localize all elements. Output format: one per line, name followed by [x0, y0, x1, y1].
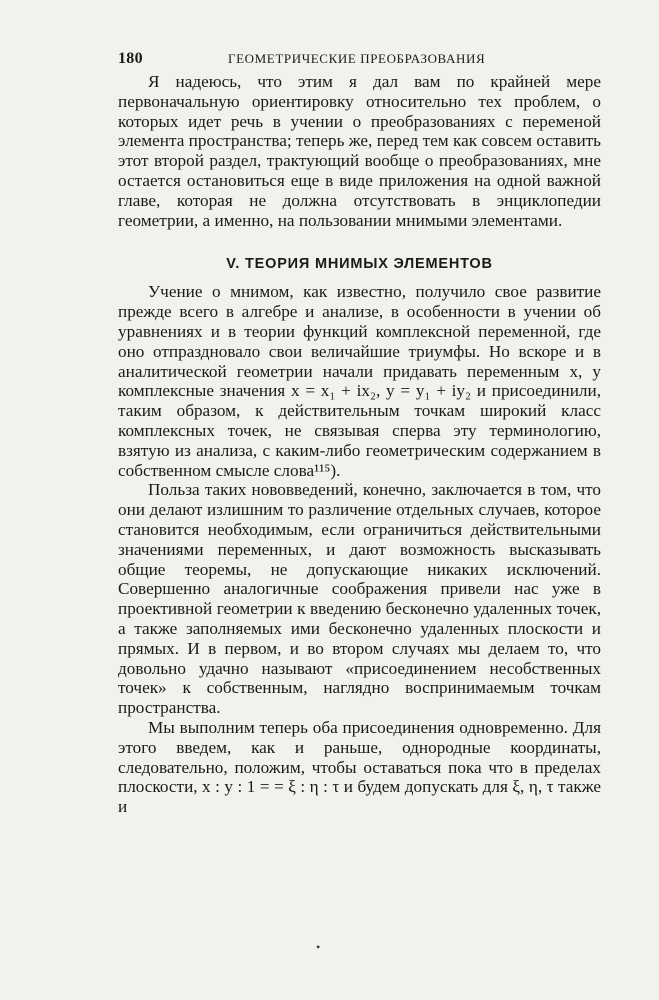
paragraph-homogeneous-coords: Мы выполним теперь оба присоединения одновременно. Для этого введем, как и раньше, однородные координаты, следовательно, положим, чтобы оставаться пока что в пределах плоскости, x : y : 1 = = ξ : η : τ и будем допускать для ξ, η, τ также и — [118, 717, 601, 817]
running-head — [118, 50, 601, 72]
paragraph-imaginary-history: Учение о мнимом, как известно, получило свое развитие прежде всего в алгебре и анализе, в особенности в учении об уравнениях и в теории функций комплексной переменной, где оно отпраздновало свои величайшие триумфы. Но вскоре и в аналитической геометрии начали придавать переменным x, y комплексные значения x = x₁ + ix₂, y = y₁ + iy₂ и присоединили, таким образом, к действительным точкам широкий класс комплексных точек, не связывая сперва эту терминологию, взятую из анализа, с каким-либо геометрическим содержанием в собственном смысле слова¹¹⁵). — [118, 282, 601, 480]
section-heading: V. ТЕОРИЯ МНИМЫХ ЭЛЕМЕНТОВ — [226, 256, 493, 273]
running-title: ГЕОМЕТРИЧЕСКИЕ ПРЕОБРАЗОВАНИЯ — [228, 51, 486, 66]
paragraph-intro: Я надеюсь, что этим я дал вам по крайней мере первоначальную ориентировку относительно тех проблем, о которых идет речь в учении о преобразованиях с переменой элемента пространства; теперь же, перед тем как совсем оставить этот второй раздел, трактующий вообще о преобразованиях, мне остается остановиться еще в виде приложения на одной важной главе, которая не должна отсутствовать в энциклопедии геометрии, а именно, на пользовании мнимыми элементами. — [118, 72, 601, 230]
paragraph-benefits: Польза таких нововведений, конечно, заключается в том, что они делают излишним то различение отдельных случаев, которое становится необходимым, если ограничиться действительными значениями переменных, и дают возможность высказывать общие теоремы, не допускающие никаких исключений. Совершенно аналогичные соображения привели нас уже в проективной геометрии к введению бесконечно удаленных точек, а также заполняемых ими бесконечно удаленных плоскости и прямых. И в первом, и во втором случаях мы делаем то, что довольно удачно называют «присоединением несобственных точек» к собственным, наглядно воспринимаемым точкам пространства. — [118, 480, 601, 718]
bottom-mark: • — [316, 940, 321, 954]
page-number: 180 — [118, 50, 143, 67]
book-page — [118, 50, 601, 817]
